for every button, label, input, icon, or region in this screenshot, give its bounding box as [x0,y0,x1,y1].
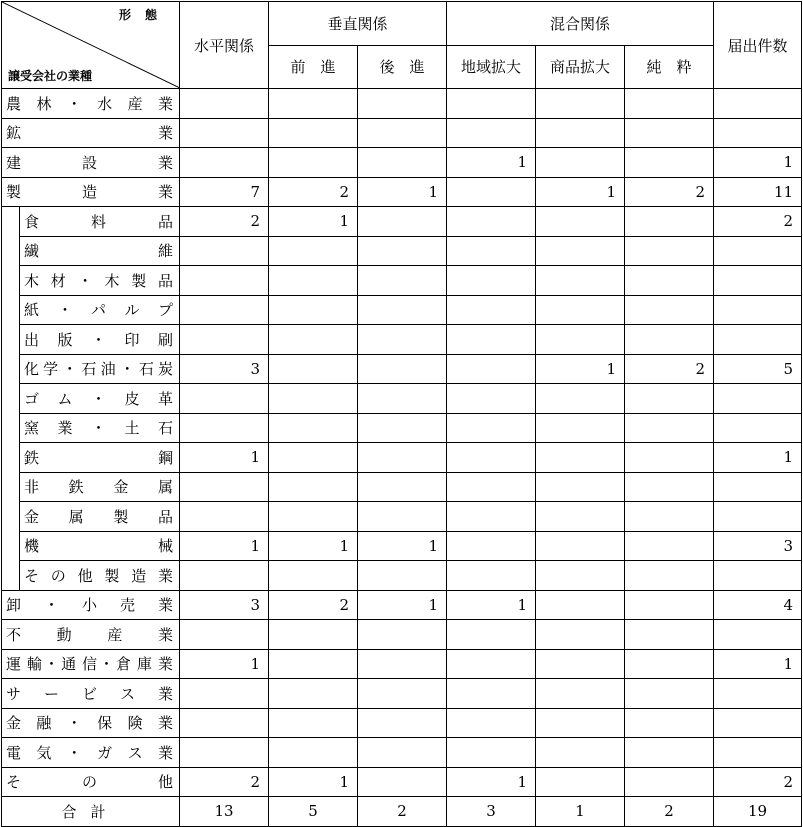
value-cell [269,561,358,591]
value-cell [625,472,714,502]
row-label: 建 設 業 [6,153,173,172]
industry-label-cell [2,679,180,709]
table-row [2,413,802,443]
table-row [2,177,802,207]
value-cell [358,295,447,325]
indent-cell [2,236,20,266]
merger-type-table [1,1,802,827]
value-cell [714,561,802,591]
row-label: 鉄 鋼 [24,448,173,467]
value-cell [358,620,447,650]
value-cell [358,118,447,148]
value-cell [714,679,802,709]
value-cell [358,148,447,178]
total-value-cell: 3 [447,797,536,827]
industry-label-cell [20,295,180,325]
row-label: 繊 維 [24,242,173,261]
industry-label-cell [2,148,180,178]
indent-cell [2,266,20,296]
value-cell [180,413,269,443]
value-cell: 1 [447,590,536,620]
value-cell [447,118,536,148]
industry-label-cell [20,561,180,591]
value-cell [447,620,536,650]
col-vertical-backward: 後 進 [358,45,447,89]
row-label: 化 学 ・ 石 油 ・ 石 炭 [24,360,173,379]
value-cell [269,502,358,532]
value-cell [625,649,714,679]
value-cell: 5 [714,354,802,384]
col-horizontal: 水平関係 [180,2,269,89]
table-row [2,531,802,561]
value-cell [536,89,625,119]
value-cell [447,738,536,768]
value-cell [625,148,714,178]
diagonal-header-cell [2,2,180,89]
col-vertical-forward: 前 進 [269,45,358,89]
industry-label-cell [2,767,180,797]
value-cell [625,708,714,738]
value-cell [180,148,269,178]
indent-cell [2,561,20,591]
value-cell [714,472,802,502]
value-cell [447,89,536,119]
total-row [2,797,802,827]
value-cell [447,531,536,561]
value-cell [536,561,625,591]
value-cell [180,295,269,325]
value-cell [625,620,714,650]
table-row [2,118,802,148]
value-cell [180,679,269,709]
row-label: 紙 ・ パ ル プ [24,301,173,320]
value-cell: 1 [269,767,358,797]
value-cell [358,443,447,473]
total-value-cell: 1 [536,797,625,827]
value-cell [536,236,625,266]
value-cell [269,738,358,768]
value-cell [714,325,802,355]
value-cell [536,679,625,709]
value-cell: 1 [536,177,625,207]
table-row [2,236,802,266]
value-cell [358,767,447,797]
table-row [2,295,802,325]
table-row [2,738,802,768]
table-row [2,767,802,797]
value-cell [180,118,269,148]
indent-cell [2,354,20,384]
value-cell [180,236,269,266]
value-cell [625,502,714,532]
value-cell [625,384,714,414]
industry-label-cell [20,354,180,384]
value-cell [447,207,536,237]
value-cell: 1 [447,767,536,797]
value-cell [536,708,625,738]
industry-label-cell [20,384,180,414]
col-mixed-pure: 純 粋 [625,45,714,89]
value-cell: 11 [714,177,802,207]
industry-label-cell [2,649,180,679]
value-cell [447,266,536,296]
industry-label-cell [20,502,180,532]
value-cell: 1 [358,177,447,207]
industry-label-cell [2,738,180,768]
value-cell [536,266,625,296]
diag-top-label: 形態 [118,8,171,22]
table-row [2,472,802,502]
industry-label-cell [2,620,180,650]
value-cell [536,148,625,178]
total-value-cell: 19 [714,797,802,827]
row-label: 電 気 ・ ガ ス 業 [6,743,173,762]
industry-label-cell [20,207,180,237]
row-label: 鉱 業 [6,124,173,143]
table-row [2,354,802,384]
table-row [2,561,802,591]
value-cell: 2 [180,767,269,797]
value-cell: 1 [536,354,625,384]
value-cell: 1 [269,207,358,237]
value-cell [269,118,358,148]
row-label: 窯 業 ・ 土 石 [24,419,173,438]
value-cell: 7 [180,177,269,207]
value-cell [269,443,358,473]
value-cell [180,502,269,532]
col-mixed-area: 地域拡大 [447,45,536,89]
indent-cell [2,384,20,414]
value-cell: 2 [625,354,714,384]
value-cell [625,295,714,325]
value-cell [625,236,714,266]
value-cell [625,738,714,768]
value-cell [180,561,269,591]
indent-cell [2,325,20,355]
value-cell [269,295,358,325]
col-mixed: 混合関係 [447,2,714,46]
value-cell [180,738,269,768]
value-cell [269,89,358,119]
value-cell [625,443,714,473]
value-cell [447,561,536,591]
value-cell [625,207,714,237]
table-row [2,266,802,296]
value-cell [447,679,536,709]
value-cell [447,443,536,473]
value-cell [269,236,358,266]
value-cell [714,266,802,296]
value-cell [447,502,536,532]
value-cell [714,502,802,532]
total-value-cell: 5 [269,797,358,827]
value-cell [269,354,358,384]
indent-cell [2,472,20,502]
value-cell [447,325,536,355]
indent-cell [2,207,20,237]
row-label: 機 械 [24,537,173,556]
row-label: 金 属 製 品 [24,507,173,526]
value-cell [358,561,447,591]
industry-label-cell [2,708,180,738]
value-cell: 1 [269,531,358,561]
row-label: 運 輸 ･ 通 信 ･ 倉 庫 業 [6,655,173,674]
value-cell [536,472,625,502]
value-cell [714,118,802,148]
table-row [2,620,802,650]
value-cell [358,649,447,679]
total-value-cell: 2 [625,797,714,827]
value-cell [625,767,714,797]
indent-cell [2,295,20,325]
value-cell [714,236,802,266]
value-cell [625,561,714,591]
value-cell [358,89,447,119]
value-cell [358,384,447,414]
row-label: 農 林 ・ 水 産 業 [6,94,173,113]
diag-bottom-label: 譲受会社の業種 [8,69,93,83]
industry-label-cell [20,325,180,355]
value-cell [714,295,802,325]
industry-label-cell [20,266,180,296]
value-cell [269,620,358,650]
value-cell: 1 [714,148,802,178]
value-cell: 2 [180,207,269,237]
value-cell [358,354,447,384]
value-cell [447,472,536,502]
value-cell [358,207,447,237]
value-cell [180,384,269,414]
value-cell [714,384,802,414]
col-mixed-product: 商品拡大 [536,45,625,89]
value-cell: 1 [180,443,269,473]
value-cell: 3 [714,531,802,561]
value-cell [536,590,625,620]
table-row [2,207,802,237]
value-cell [358,502,447,532]
value-cell [180,89,269,119]
row-label: サ ー ビ ス 業 [6,684,173,703]
value-cell [447,708,536,738]
table-row [2,502,802,532]
indent-cell [2,443,20,473]
industry-label-cell [20,472,180,502]
row-label: 金 融 ・ 保 険 業 [6,714,173,733]
industry-label-cell [2,177,180,207]
table-row [2,649,802,679]
total-value-cell: 13 [180,797,269,827]
value-cell [625,679,714,709]
indent-cell [2,531,20,561]
value-cell [358,472,447,502]
value-cell [269,708,358,738]
value-cell: 2 [269,177,358,207]
value-cell [536,118,625,148]
total-value-cell: 2 [358,797,447,827]
value-cell [269,148,358,178]
value-cell: 1 [714,649,802,679]
value-cell [536,413,625,443]
value-cell [358,266,447,296]
value-cell [536,738,625,768]
row-label: 卸 ・ 小 売 業 [6,596,173,615]
industry-label-cell [20,236,180,266]
value-cell: 2 [269,590,358,620]
value-cell: 1 [358,531,447,561]
table-row [2,708,802,738]
value-cell [358,325,447,355]
row-label: 製 造 業 [6,183,173,202]
value-cell [447,295,536,325]
value-cell [180,325,269,355]
value-cell [447,384,536,414]
table-row [2,679,802,709]
value-cell [447,236,536,266]
value-cell [447,177,536,207]
row-label: 木 材 ・ 木 製 品 [24,271,173,290]
table-row [2,148,802,178]
value-cell [536,443,625,473]
value-cell [714,738,802,768]
value-cell [269,472,358,502]
value-cell [269,649,358,679]
value-cell [625,531,714,561]
value-cell [536,767,625,797]
value-cell [269,266,358,296]
value-cell [625,89,714,119]
value-cell [536,295,625,325]
value-cell [447,413,536,443]
value-cell [447,649,536,679]
value-cell [625,266,714,296]
table-row [2,443,802,473]
row-label: そ の 他 製 造 業 [24,566,173,585]
value-cell [180,472,269,502]
value-cell [625,118,714,148]
value-cell: 2 [714,207,802,237]
value-cell: 1 [714,443,802,473]
table-row [2,325,802,355]
row-label: 食 料 品 [24,212,173,231]
row-label: 不 動 産 業 [6,625,173,644]
value-cell [536,384,625,414]
value-cell [269,384,358,414]
value-cell [180,620,269,650]
value-cell [536,649,625,679]
value-cell: 2 [625,177,714,207]
row-label: そ の 他 [6,773,173,792]
value-cell [536,207,625,237]
value-cell [358,236,447,266]
value-cell [358,413,447,443]
value-cell: 4 [714,590,802,620]
value-cell [180,266,269,296]
value-cell [536,531,625,561]
col-count: 届出件数 [714,2,802,89]
value-cell [625,413,714,443]
row-label: ゴ ム ・ 皮 革 [24,389,173,408]
value-cell [269,679,358,709]
col-vertical: 垂直関係 [269,2,447,46]
value-cell: 1 [180,649,269,679]
value-cell [536,620,625,650]
row-label: 出 版 ・ 印 刷 [24,330,173,349]
industry-label-cell [20,443,180,473]
value-cell [358,708,447,738]
industry-label-cell [20,531,180,561]
value-cell: 1 [358,590,447,620]
value-cell [714,89,802,119]
value-cell [536,325,625,355]
value-cell [358,738,447,768]
value-cell: 3 [180,354,269,384]
value-cell [269,325,358,355]
indent-cell [2,413,20,443]
value-cell: 3 [180,590,269,620]
value-cell: 2 [714,767,802,797]
table-row [2,89,802,119]
industry-label-cell [20,413,180,443]
value-cell [714,620,802,650]
indent-cell [2,502,20,532]
value-cell [180,708,269,738]
value-cell [625,325,714,355]
value-cell [714,708,802,738]
value-cell [714,413,802,443]
table-row [2,384,802,414]
value-cell [536,502,625,532]
value-cell [269,413,358,443]
industry-label-cell [2,590,180,620]
table-row [2,590,802,620]
value-cell: 1 [447,148,536,178]
value-cell [358,679,447,709]
total-label: 合計 [2,797,180,827]
row-label: 非 鉄 金 属 [24,478,173,497]
industry-label-cell [2,89,180,119]
value-cell [625,590,714,620]
industry-label-cell [2,118,180,148]
value-cell: 1 [180,531,269,561]
value-cell [447,354,536,384]
